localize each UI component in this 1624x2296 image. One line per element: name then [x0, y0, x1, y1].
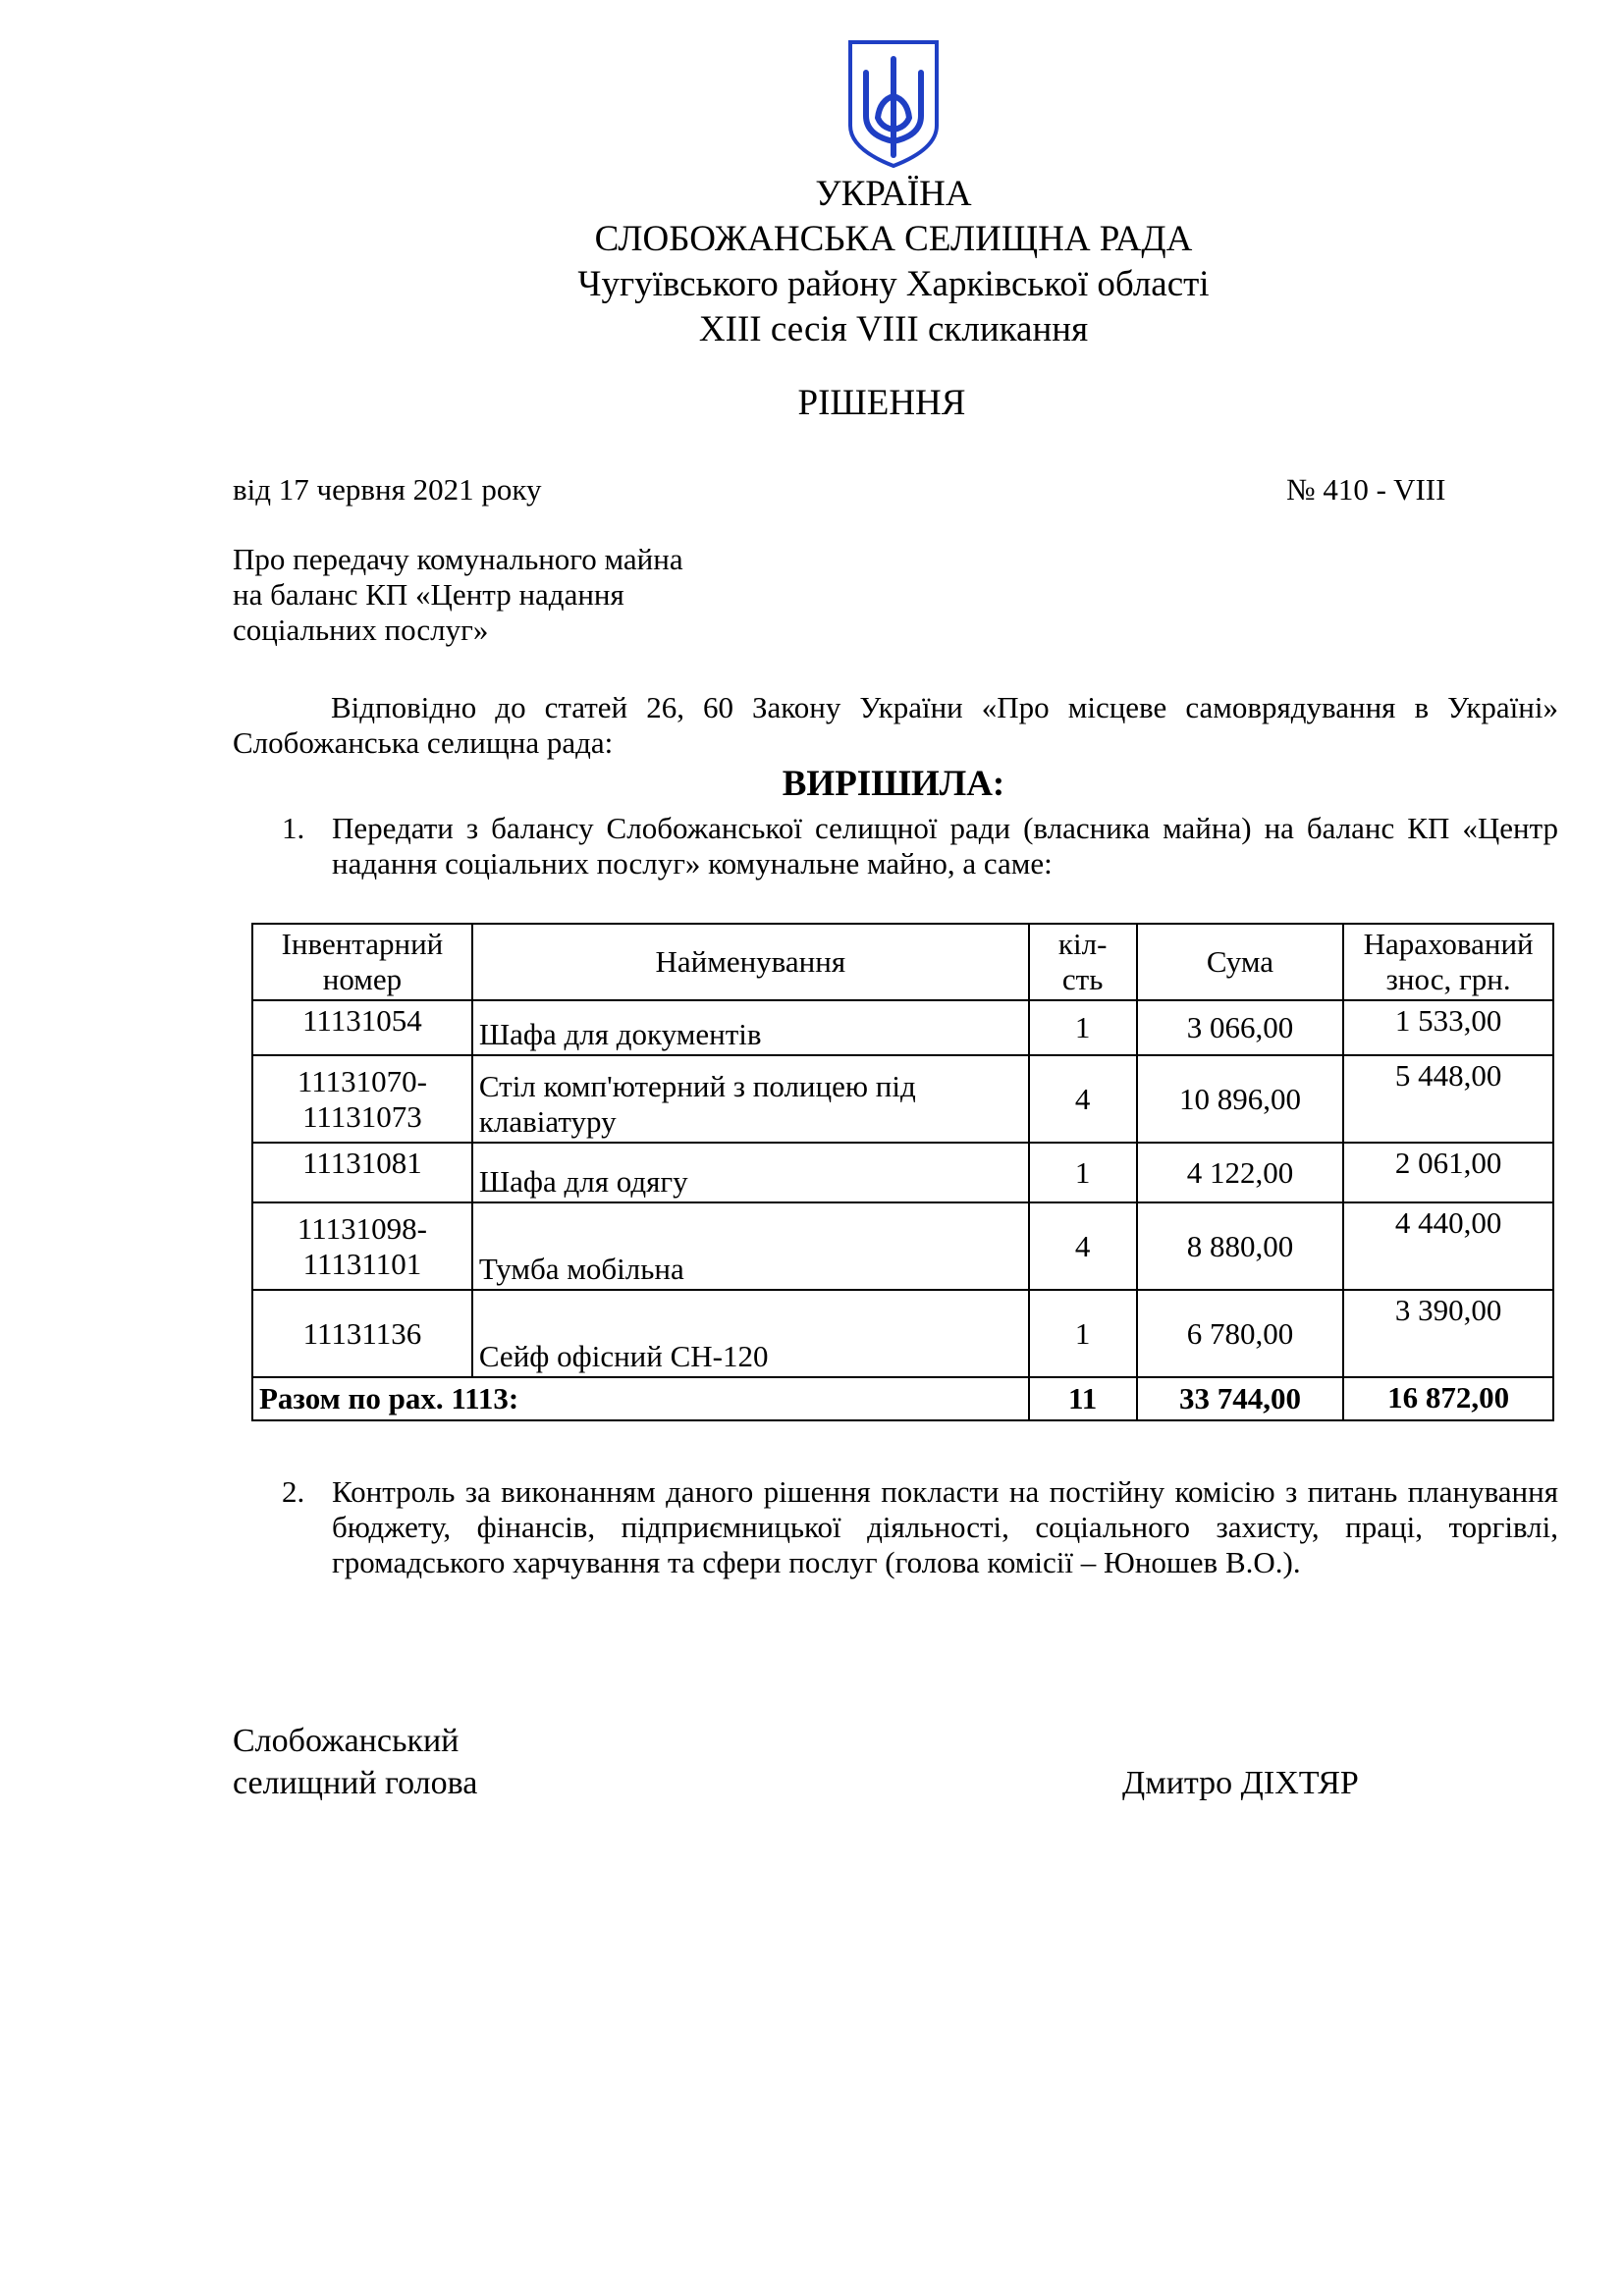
column-header-name: Найменування	[472, 924, 1029, 1000]
item-name-cell: Сейф офісний СН-120	[472, 1290, 1029, 1377]
sum-cell: 4 122,00	[1137, 1143, 1344, 1202]
depreciation-cell: 4 440,00	[1343, 1202, 1553, 1290]
item-number: 2.	[282, 1474, 305, 1509]
total-quantity: 11	[1029, 1377, 1137, 1420]
document-type-heading: РІШЕННЯ	[797, 383, 966, 423]
item-name-cell: Шафа для документів	[472, 1000, 1029, 1055]
depreciation-cell: 2 061,00	[1343, 1143, 1553, 1202]
sum-cell: 3 066,00	[1137, 1000, 1344, 1055]
sum-cell: 6 780,00	[1137, 1290, 1344, 1377]
item-name-cell: Шафа для одягу	[472, 1143, 1029, 1202]
column-header-depreciation: Нарахований знос, грн.	[1343, 924, 1553, 1000]
council-heading: СЛОБОЖАНСЬКА СЕЛИЩНА РАДА	[594, 219, 1193, 259]
depreciation-cell: 1 533,00	[1343, 1000, 1553, 1055]
decision-number: № 410 - VIII	[1286, 472, 1446, 507]
quantity-cell: 4	[1029, 1055, 1137, 1143]
resolved-heading: ВИРІШИЛА:	[782, 764, 1005, 804]
session-heading: ХІІІ сесія VIII скликання	[698, 309, 1089, 349]
quantity-cell: 4	[1029, 1202, 1137, 1290]
subject-line: Про передачу комунального майна	[233, 542, 683, 576]
depreciation-cell: 3 390,00	[1343, 1290, 1553, 1377]
table-total-row	[252, 1377, 1553, 1420]
inventory-number-cell: 11131070- 11131073	[252, 1055, 472, 1143]
total-depreciation: 16 872,00	[1343, 1377, 1553, 1420]
inventory-number-cell: 11131054	[252, 1000, 472, 1055]
country-heading: УКРАЇНА	[815, 174, 972, 214]
item-text: Контроль за виконанням даного рішення покласти на постійну комісію з питань планування бюджету, фінансів, підприємницької діяльності, соціального захисту, праці, торгівлі, громадського харчування та сфери послуг (голова комісії – Юношев В.О.).	[332, 1474, 1558, 1579]
item-name-cell: Тумба мобільна	[472, 1202, 1029, 1290]
inventory-number-cell: 11131081	[252, 1143, 472, 1202]
total-label: Разом по рах. 1113:	[252, 1377, 1029, 1420]
column-header-inventory-number: Інвентарний номер	[252, 924, 472, 1000]
total-sum: 33 744,00	[1137, 1377, 1344, 1420]
inventory-number-cell: 11131098- 11131101	[252, 1202, 472, 1290]
signatory-name: Дмитро ДІХТЯР	[1122, 1765, 1359, 1801]
signatory-title: Слобожанський селищний голова	[233, 1723, 478, 1801]
decision-item-2	[233, 1474, 1558, 1580]
table-row	[252, 1055, 1553, 1143]
sum-cell: 8 880,00	[1137, 1202, 1344, 1290]
table-row	[252, 1000, 1553, 1055]
item-number: 1.	[282, 811, 305, 845]
table-row	[252, 1202, 1553, 1290]
table-header-row	[252, 924, 1553, 1000]
subject-line: на баланс КП «Центр надання	[233, 577, 624, 612]
decision-item-1	[233, 811, 1558, 881]
inventory-table	[251, 923, 1554, 1421]
preamble-paragraph: Відповідно до статей 26, 60 Закону України «Про місцеве самоврядування в Україні» Слобожанська селищна рада:	[233, 690, 1558, 760]
quantity-cell: 1	[1029, 1000, 1137, 1055]
subject-line: соціальних послуг»	[233, 613, 489, 647]
quantity-cell: 1	[1029, 1290, 1137, 1377]
item-name-cell: Стіл комп'ютерний з полицею під клавіатуру	[472, 1055, 1029, 1143]
depreciation-cell: 5 448,00	[1343, 1055, 1553, 1143]
sum-cell: 10 896,00	[1137, 1055, 1344, 1143]
district-heading: Чугуївського району Харківської області	[577, 264, 1210, 304]
column-header-quantity: кіл- сть	[1029, 924, 1137, 1000]
inventory-number-cell: 11131136	[252, 1290, 472, 1377]
coat-of-arms-icon	[846, 39, 941, 169]
table-row	[252, 1143, 1553, 1202]
quantity-cell: 1	[1029, 1143, 1137, 1202]
decision-date: від 17 червня 2021 року	[233, 472, 542, 507]
item-text: Передати з балансу Слобожанської селищної ради (власника майна) на баланс КП «Центр надання соціальних послуг» комунальне майно, а саме:	[332, 811, 1558, 881]
table-row	[252, 1290, 1553, 1377]
decision-subject	[233, 542, 783, 648]
column-header-sum: Сума	[1137, 924, 1344, 1000]
